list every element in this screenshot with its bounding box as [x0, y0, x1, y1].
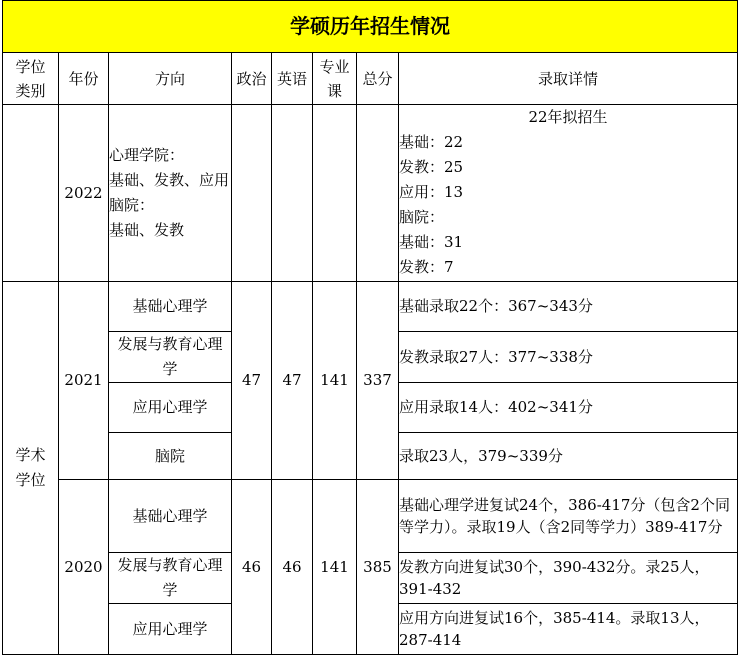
- total-2022: [357, 105, 399, 282]
- header-english: 英语: [272, 53, 313, 105]
- direction-2021-brain: 脑院: [109, 433, 232, 480]
- direction-2021-basic: 基础心理学: [109, 282, 232, 332]
- politics-2021: 47: [232, 282, 272, 480]
- header-major: 专业课: [313, 53, 357, 105]
- details-2021-basic: 基础录取22个：367~343分: [399, 282, 738, 332]
- details-2020-basic: 基础心理学进复试24个，386-417分（包含2个同等学力）。录取19人（含2同等学力）389-417分: [399, 480, 738, 553]
- row-2020-basic: [3, 480, 738, 553]
- details-2022-line: 应用：13: [399, 183, 464, 201]
- direction-2021-applied: 应用心理学: [109, 383, 232, 433]
- details-2022-line: 基础：31: [399, 233, 464, 251]
- direction-2022-line: 心理学院：: [109, 146, 185, 164]
- major-2021: 141: [313, 282, 357, 480]
- details-2022-line: 基础：22: [399, 133, 464, 151]
- row-2022: [3, 105, 738, 282]
- direction-2022-line: 脑院：: [109, 196, 155, 214]
- politics-2020: 46: [232, 480, 272, 655]
- details-2021-brain: 录取23人，379~339分: [399, 433, 738, 480]
- details-2021-dev-edu: 发教录取27人：377~338分: [399, 332, 738, 383]
- direction-2022-line: 基础、发教: [109, 221, 185, 239]
- header-politics: 政治: [232, 53, 272, 105]
- header-year: 年份: [59, 53, 109, 105]
- header-row: [3, 53, 738, 105]
- year-2020: 2020: [59, 480, 109, 655]
- direction-2020-dev-edu: 发展与教育心理学: [109, 553, 232, 604]
- header-degree-type: 学位类别: [3, 53, 59, 105]
- header-direction: 方向: [109, 53, 232, 105]
- total-2020: 385: [357, 480, 399, 655]
- major-2020: 141: [313, 480, 357, 655]
- degree-type-academic: 学术学位: [3, 282, 59, 655]
- total-2021: 337: [357, 282, 399, 480]
- direction-2022: [109, 105, 232, 282]
- details-2022-line: 发教：25: [399, 158, 464, 176]
- details-2022: [399, 105, 738, 282]
- direction-2020-basic: 基础心理学: [109, 480, 232, 553]
- row-2021-basic: [3, 282, 738, 332]
- details-2020-dev-edu: 发教方向进复试30个，390-432分。录25人，391-432: [399, 553, 738, 604]
- details-2020-applied: 应用方向进复试16个，385-414。录取13人，287-414: [399, 604, 738, 655]
- english-2020: 46: [272, 480, 313, 655]
- major-2022: [313, 105, 357, 282]
- year-2022: 2022: [59, 105, 109, 282]
- direction-2020-applied: 应用心理学: [109, 604, 232, 655]
- details-2022-line: 脑院：: [399, 208, 445, 226]
- details-2022-title: 22年拟招生: [528, 108, 608, 126]
- english-2022: [272, 105, 313, 282]
- header-details: 录取详情: [399, 53, 738, 105]
- politics-2022: [232, 105, 272, 282]
- header-total: 总分: [357, 53, 399, 105]
- title-row: [3, 1, 738, 53]
- admissions-table: [2, 0, 738, 655]
- table-title: 学硕历年招生情况: [3, 1, 738, 53]
- english-2021: 47: [272, 282, 313, 480]
- direction-2022-line: 基础、发教、应用: [109, 171, 230, 189]
- year-2021: 2021: [59, 282, 109, 480]
- degree-cell-2022: [3, 105, 59, 282]
- direction-2021-dev-edu: 发展与教育心理学: [109, 332, 232, 383]
- details-2021-applied: 应用录取14人：402~341分: [399, 383, 738, 433]
- details-2022-line: 发教：7: [399, 258, 454, 276]
